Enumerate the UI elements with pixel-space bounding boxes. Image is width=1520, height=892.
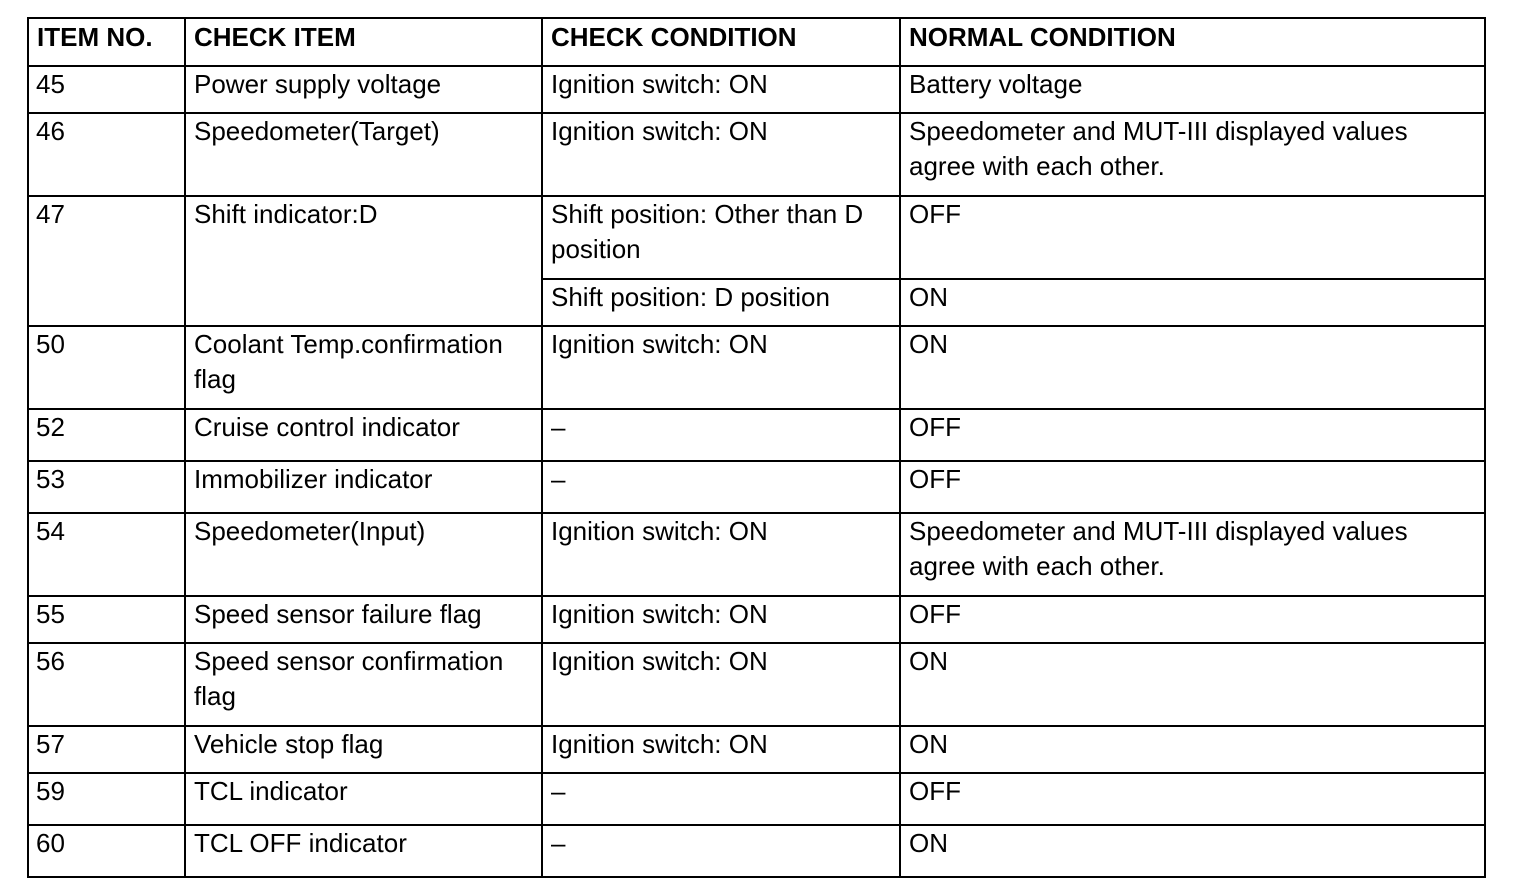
- normal-condition-cell: ON: [900, 726, 1485, 773]
- normal-condition-cell: OFF: [900, 196, 1485, 279]
- normal-condition-cell: Speedometer and MUT-III displayed values agree with each other.: [900, 113, 1485, 196]
- table-row: [28, 825, 1485, 877]
- check-condition-cell: Shift position: Other than D position: [542, 196, 900, 279]
- normal-condition-cell: Battery voltage: [900, 66, 1485, 113]
- item-no-cell: 55: [28, 596, 185, 643]
- check-condition-cell: Ignition switch: ON: [542, 596, 900, 643]
- header-check-condition: CHECK CONDITION: [542, 18, 900, 66]
- item-no-cell: 60: [28, 825, 185, 877]
- item-no-cell: 54: [28, 513, 185, 596]
- check-condition-cell: Ignition switch: ON: [542, 113, 900, 196]
- check-item-cell: TCL indicator: [185, 773, 542, 825]
- normal-condition-cell: OFF: [900, 409, 1485, 461]
- check-item-cell: Speedometer(Target): [185, 113, 542, 196]
- check-item-cell: Speed sensor failure flag: [185, 596, 542, 643]
- item-no-cell: 59: [28, 773, 185, 825]
- table-header: [28, 18, 1485, 66]
- check-item-cell: Immobilizer indicator: [185, 461, 542, 513]
- table-body: [28, 66, 1485, 877]
- check-condition-cell: Ignition switch: ON: [542, 643, 900, 726]
- header-row: [28, 18, 1485, 66]
- table-row: [28, 461, 1485, 513]
- check-condition-cell: –: [542, 409, 900, 461]
- table-row: [28, 409, 1485, 461]
- header-check-item: CHECK ITEM: [185, 18, 542, 66]
- header-item-no: ITEM NO.: [28, 18, 185, 66]
- item-no-cell: 46: [28, 113, 185, 196]
- table-row: [28, 196, 1485, 279]
- check-item-cell: TCL OFF indicator: [185, 825, 542, 877]
- table-row: [28, 66, 1485, 113]
- normal-condition-cell: ON: [900, 279, 1485, 326]
- check-item-cell: Speedometer(Input): [185, 513, 542, 596]
- item-no-cell: 56: [28, 643, 185, 726]
- normal-condition-cell: ON: [900, 825, 1485, 877]
- check-condition-cell: Ignition switch: ON: [542, 513, 900, 596]
- table-row: [28, 513, 1485, 596]
- item-no-cell: 57: [28, 726, 185, 773]
- normal-condition-cell: OFF: [900, 773, 1485, 825]
- item-no-cell: 53: [28, 461, 185, 513]
- item-no-cell: 47: [28, 196, 185, 326]
- check-item-cell: Vehicle stop flag: [185, 726, 542, 773]
- header-normal-condition: NORMAL CONDITION: [900, 18, 1485, 66]
- check-condition-cell: Ignition switch: ON: [542, 726, 900, 773]
- table-row: [28, 596, 1485, 643]
- normal-condition-cell: Speedometer and MUT-III displayed values agree with each other.: [900, 513, 1485, 596]
- table-row: [28, 726, 1485, 773]
- table-row: [28, 113, 1485, 196]
- check-condition-cell: –: [542, 461, 900, 513]
- table-row: [28, 773, 1485, 825]
- check-item-cell: Speed sensor confirmation flag: [185, 643, 542, 726]
- check-condition-cell: Ignition switch: ON: [542, 66, 900, 113]
- item-no-cell: 50: [28, 326, 185, 409]
- normal-condition-cell: OFF: [900, 596, 1485, 643]
- check-item-cell: Shift indicator:D: [185, 196, 542, 326]
- normal-condition-cell: ON: [900, 643, 1485, 726]
- item-no-cell: 52: [28, 409, 185, 461]
- table-row: [28, 326, 1485, 409]
- check-item-cell: Coolant Temp.confirmation flag: [185, 326, 542, 409]
- normal-condition-cell: OFF: [900, 461, 1485, 513]
- check-condition-cell: –: [542, 773, 900, 825]
- check-condition-cell: –: [542, 825, 900, 877]
- check-condition-cell: Ignition switch: ON: [542, 326, 900, 409]
- check-item-cell: Cruise control indicator: [185, 409, 542, 461]
- check-condition-cell: Shift position: D position: [542, 279, 900, 326]
- item-no-cell: 45: [28, 66, 185, 113]
- table-row: [28, 643, 1485, 726]
- check-item-table: [27, 17, 1486, 878]
- check-item-cell: Power supply voltage: [185, 66, 542, 113]
- normal-condition-cell: ON: [900, 326, 1485, 409]
